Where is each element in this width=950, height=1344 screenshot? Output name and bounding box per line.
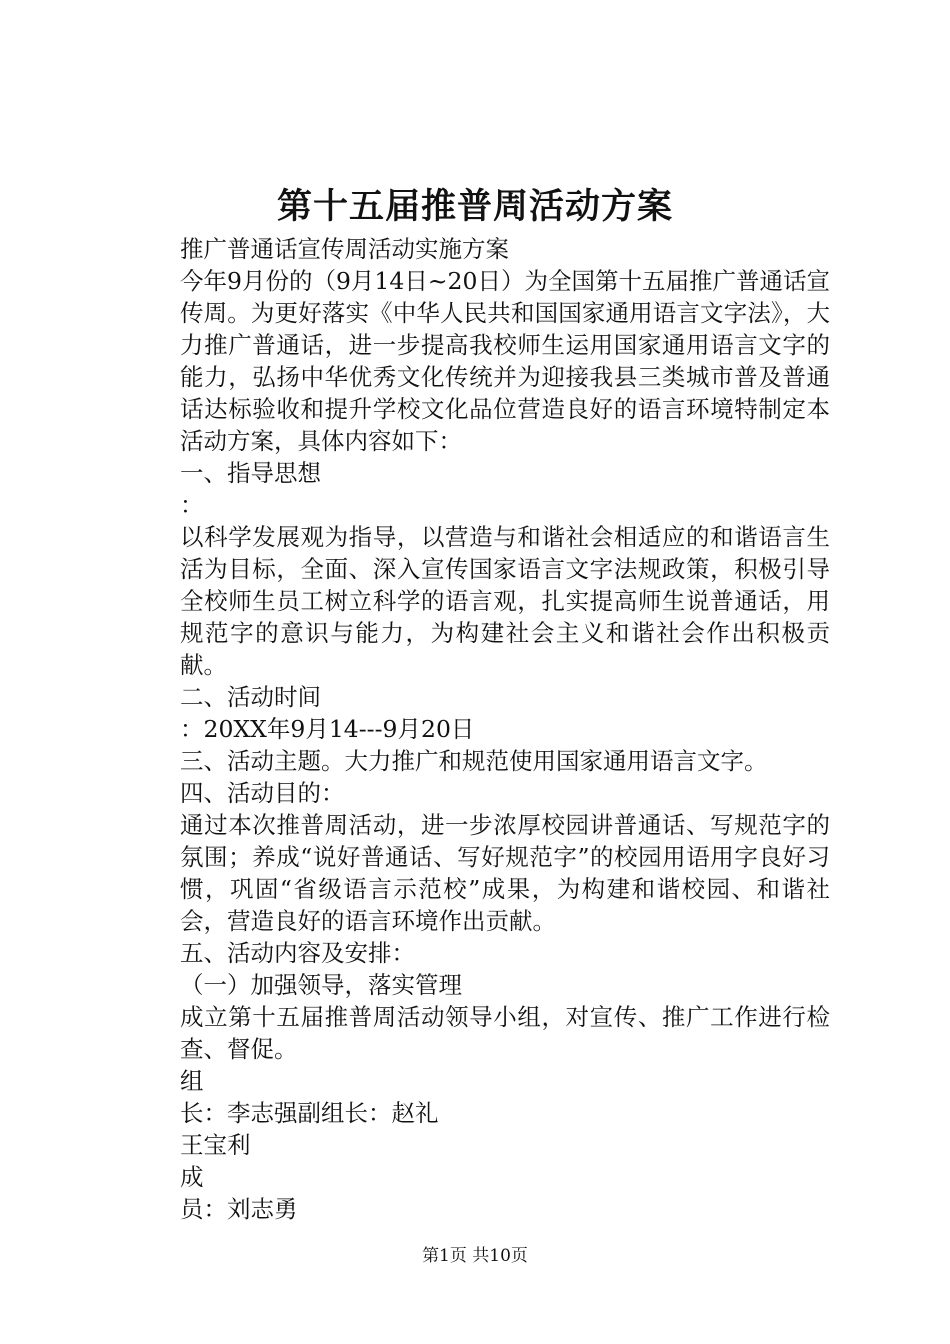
section-heading-activity-content: 五、活动内容及安排： bbox=[180, 939, 415, 967]
intro-paragraph: 今年9月份的（9月14日~20日）为全国第十五届推广普通话宣传周。为更好落实《中华人民共和国国家通用语言文字法》，大力推广普通话，进一步提高我校师生运用国家通用语言文字的能力，弘扬中华优秀文化传统并为迎接我县三类城市普及普通话达标验收和提升学校文化品位营造良好的语言环境特制定本活动方案，具体内容如下： bbox=[180, 267, 830, 455]
colon-line: ： bbox=[180, 491, 204, 519]
guiding-ideology-paragraph: 以科学发展观为指导，以营造与和谐社会相适应的和谐语言生活为目标，全面、深入宣传国家语言文字法规政策，积极引导全校师生员工树立科学的语言观，扎实提高师生说普通话，用规范字的意识与能力，为构建社会主义和谐社会作出积极贡献。 bbox=[180, 523, 830, 679]
group-leader-label: 组 bbox=[180, 1067, 204, 1095]
section-heading-activity-time: 二、活动时间 bbox=[180, 683, 321, 711]
subsection-heading-leadership: （一）加强领导，落实管理 bbox=[180, 971, 462, 999]
activity-purpose-paragraph: 通过本次推普周活动，进一步浓厚校园讲普通话、写规范字的氛围；养成“说好普通话、写好规范字”的校园用语用字良好习惯，巩固“省级语言示范校”成果，为构建和谐校园、和谐社会，营造良好的语言环境作出贡献。 bbox=[180, 811, 830, 935]
document-body bbox=[130, 233, 830, 1225]
section-heading-activity-purpose: 四、活动目的： bbox=[180, 779, 345, 807]
subtitle-paragraph: 推广普通话宣传周活动实施方案 bbox=[180, 235, 509, 263]
member-line: 员：刘志勇 bbox=[180, 1195, 298, 1223]
section-heading-guiding-ideology: 一、指导思想 bbox=[180, 459, 321, 487]
page-footer: 第1页 共10页 bbox=[422, 1246, 528, 1266]
section-heading-activity-theme: 三、活动主题。大力推广和规范使用国家通用语言文字。 bbox=[180, 747, 768, 775]
group-leader-line: 长：李志强副组长：赵礼 bbox=[180, 1099, 439, 1127]
activity-time-paragraph: ：20XX年9月14---9月20日 bbox=[180, 715, 475, 743]
document-title: 第十五届推普周活动方案 bbox=[276, 186, 673, 227]
leadership-paragraph: 成立第十五届推普周活动领导小组，对宣传、推广工作进行检查、督促。 bbox=[180, 1003, 830, 1063]
deputy-leader-line: 王宝利 bbox=[180, 1131, 251, 1159]
member-label: 成 bbox=[180, 1163, 204, 1191]
